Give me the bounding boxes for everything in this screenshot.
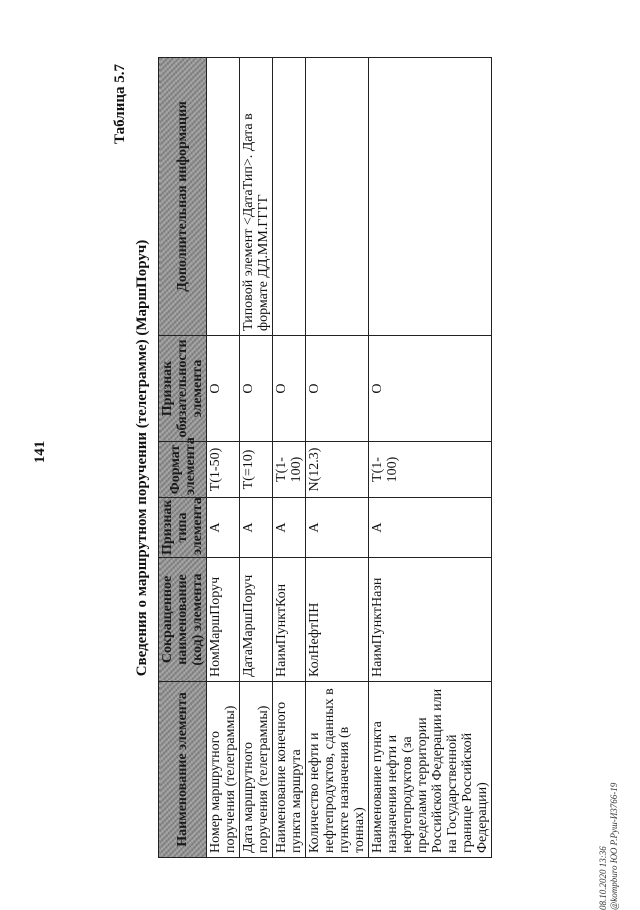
element-info [207, 58, 240, 336]
element-code: НаимПунктНазн [369, 558, 492, 682]
signature-date: 08.10.2020 13:36 [598, 846, 608, 910]
element-format: T(1-100) [369, 442, 492, 498]
table-row [273, 58, 306, 858]
rotated-document-block [112, 58, 490, 858]
column-header: Признак типа элемента [159, 498, 207, 558]
element-type: А [240, 498, 273, 558]
element-name: Наименование конечного пункта маршрута [273, 682, 306, 858]
table-label: Таблица 5.7 [112, 64, 128, 144]
element-name: Наименование пункта назначения нефти и нефтепродуктов (за пределами территории Российской Федерации или на Государственной границе Российской Федерации) [369, 682, 492, 858]
element-required: О [369, 336, 492, 442]
element-name: Количество нефти и нефтепродуктов, сданных в пункте назначения (в тоннах) [306, 682, 369, 858]
element-type: А [273, 498, 306, 558]
element-code: НаимПунктКон [273, 558, 306, 682]
table-row [240, 58, 273, 858]
page-number: 141 [32, 440, 48, 464]
element-code: НомМаршПоруч [207, 558, 240, 682]
table-row [207, 58, 240, 858]
element-info [306, 58, 369, 336]
element-name: Дата маршрутного поручения (телеграммы) [240, 682, 273, 858]
signature-author: @kompburo ЮО Р.Руш-И3766-19 [609, 782, 619, 910]
element-required: О [207, 336, 240, 442]
column-header: Сокращенное наименование (код) элемента [159, 558, 207, 682]
element-format: N(12.3) [306, 442, 369, 498]
element-type: А [369, 498, 492, 558]
element-required: О [273, 336, 306, 442]
data-table [158, 57, 492, 858]
element-name: Номер маршрутного поручения (телеграммы) [207, 682, 240, 858]
element-format: T(=10) [240, 442, 273, 498]
signature-stamp [598, 720, 628, 910]
element-format: T(1-100) [273, 442, 306, 498]
element-info: Типовой элемент <ДатаТип>. Дата в формате ДД.ММ.ГГГГ [240, 58, 273, 336]
column-header: Наименование элемента [159, 682, 207, 858]
element-info [369, 58, 492, 336]
element-type: А [306, 498, 369, 558]
table-caption: Сведения о маршрутном поручении (телеграмме) (МаршПоруч) [134, 239, 150, 677]
element-required: О [306, 336, 369, 442]
element-code: ДатаМаршПоруч [240, 558, 273, 682]
column-header: Формат элемента [159, 442, 207, 498]
element-required: О [240, 336, 273, 442]
table-row [306, 58, 369, 858]
element-code: КолНефтПН [306, 558, 369, 682]
element-info [273, 58, 306, 336]
column-header: Дополнительная информация [159, 58, 207, 336]
element-format: T(1-50) [207, 442, 240, 498]
table-header-row [159, 58, 207, 858]
table-row [369, 58, 492, 858]
column-header: Признак обязательности элемента [159, 336, 207, 442]
element-type: А [207, 498, 240, 558]
